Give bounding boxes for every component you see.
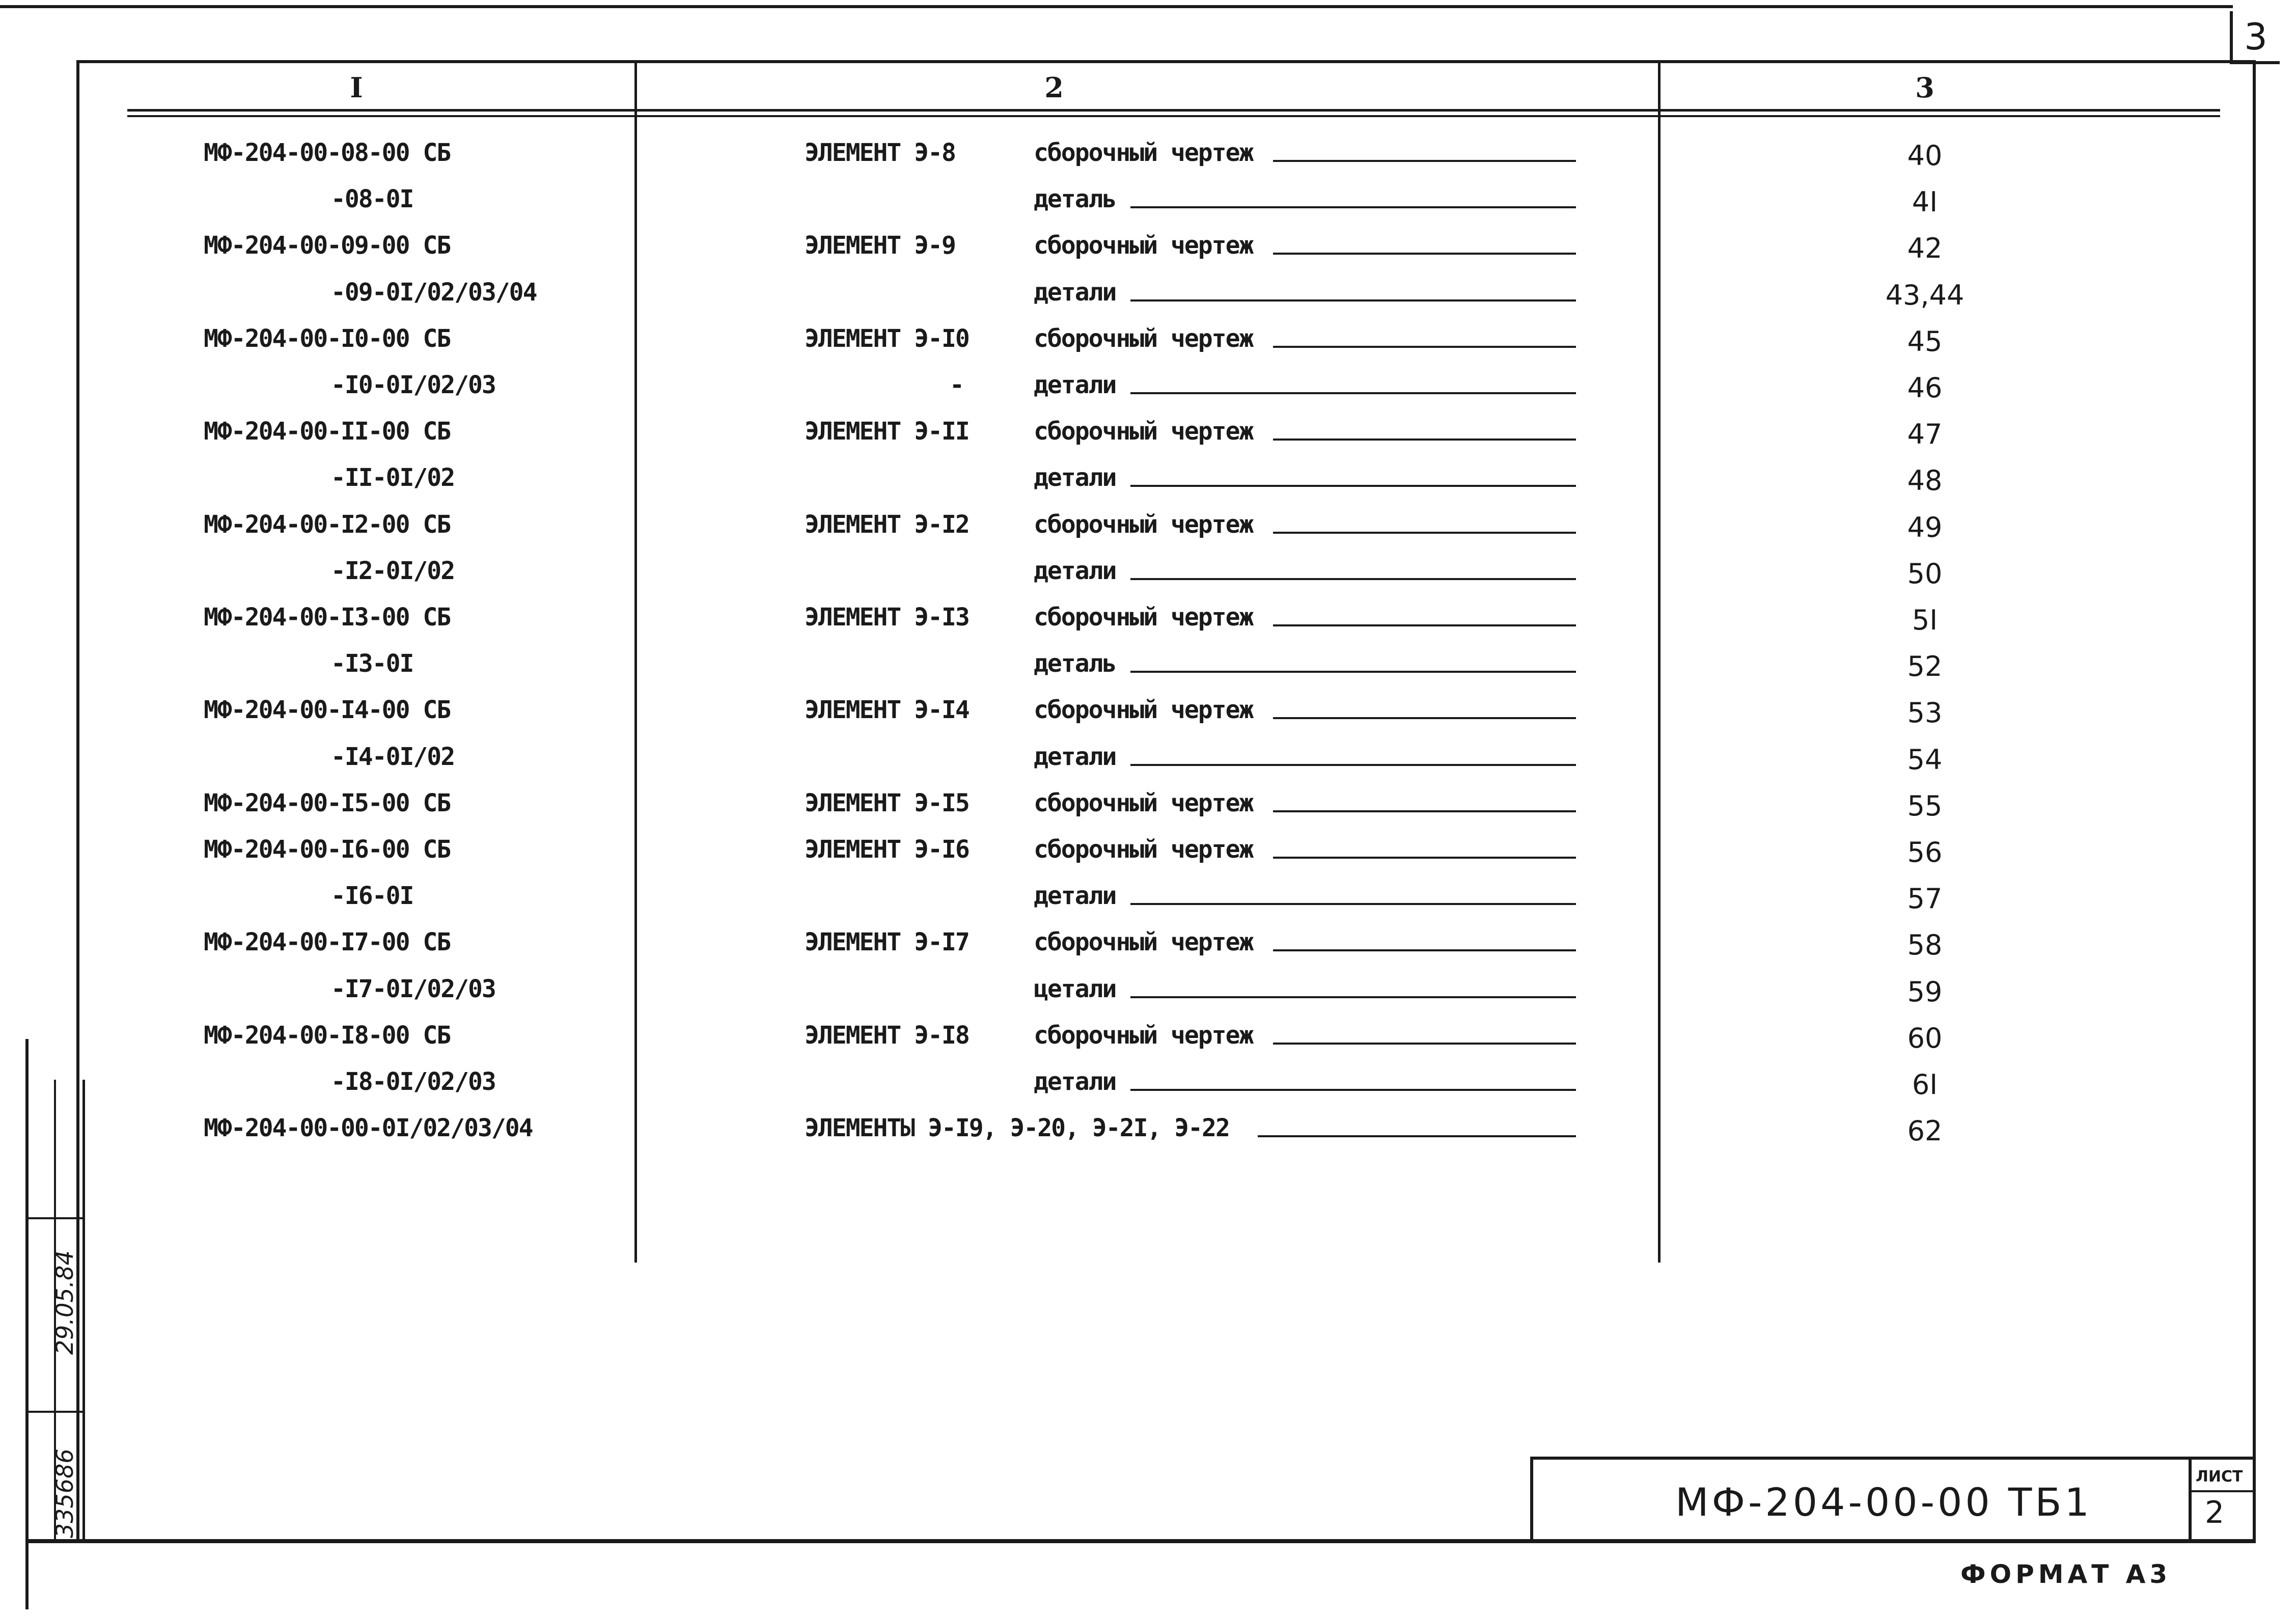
row-code: МФ-204-00-09-00 СБ [204, 231, 451, 260]
column-header-2: 2 [1044, 71, 1064, 104]
stamp-sheet-label: ЛИСТ [2196, 1468, 2243, 1486]
row-code: -I4-0I/02 [331, 743, 455, 771]
row-description: сборочный чертеж [1034, 510, 1253, 539]
row-code: МФ-204-00-I5-00 СБ [204, 789, 451, 817]
sidebar-cell-line-1 [25, 1217, 82, 1219]
row-sheet-number: 5I [1912, 604, 1938, 636]
corner-sheet-number: 3 [2244, 15, 2267, 58]
row-description: детали [1034, 557, 1116, 585]
frame-bottom-border [25, 1539, 2256, 1543]
row-element: ЭЛЕМЕНТ Э-I6 [805, 835, 969, 864]
row-description: сборочный чертеж [1034, 603, 1253, 632]
stamp-left-border [1530, 1457, 1533, 1541]
row-element: ЭЛЕМЕНТ Э-I2 [805, 510, 969, 539]
column-header-3: 3 [1915, 71, 1934, 104]
row-code: МФ-204-00-08-00 СБ [204, 139, 451, 167]
row-description: цетали [1034, 975, 1116, 1003]
stamp-top-border [1530, 1457, 2253, 1460]
row-code: -I2-0I/02 [331, 557, 455, 585]
row-code: -09-0I/02/03/04 [331, 278, 537, 307]
row-code: -I6-0I [331, 882, 413, 910]
row-description: детали [1034, 278, 1116, 307]
row-sheet-number: 46 [1907, 372, 1943, 404]
row-leader-line [1273, 439, 1576, 441]
row-leader-line [1273, 346, 1576, 348]
row-sheet-number: 53 [1907, 697, 1943, 729]
row-sheet-number: 54 [1907, 744, 1943, 776]
row-description: сборочный чертеж [1034, 1021, 1253, 1050]
row-leader-line [1130, 392, 1576, 394]
header-underline-2 [127, 115, 2220, 117]
row-description: сборочный чертеж [1034, 696, 1253, 724]
row-leader-line [1130, 671, 1576, 673]
row-description: сборочный чертеж [1034, 139, 1253, 167]
row-leader-line [1273, 624, 1576, 626]
row-leader-line [1130, 206, 1576, 208]
row-leader-line [1273, 160, 1576, 162]
row-leader-line [1258, 1135, 1576, 1137]
stamp-sheet-divider [2189, 1457, 2192, 1541]
row-leader-line [1130, 1089, 1576, 1091]
row-sheet-number: 49 [1907, 511, 1943, 543]
column-divider-2 [1658, 63, 1661, 1263]
row-code: МФ-204-00-I6-00 СБ [204, 835, 451, 864]
sidebar-cell-line-2 [25, 1411, 82, 1413]
stamp-sheet-number: 2 [2205, 1495, 2225, 1530]
row-element: ЭЛЕМЕНТЫ Э-I9, Э-20, Э-2I, Э-22 [805, 1114, 1229, 1142]
row-code: -I7-0I/02/03 [331, 975, 495, 1003]
row-leader-line [1273, 949, 1576, 951]
format-label: ФОРМАТ А3 [1960, 1559, 2172, 1589]
row-description: сборочный чертеж [1034, 789, 1253, 817]
row-sheet-number: 48 [1907, 464, 1943, 497]
row-sheet-number: 58 [1907, 929, 1943, 961]
top-border [0, 5, 2233, 8]
row-code: -I0-0I/02/03 [331, 371, 495, 399]
row-element: ЭЛЕМЕНТ Э-8 [805, 139, 955, 167]
row-code: МФ-204-00-I3-00 СБ [204, 603, 451, 632]
row-code: -08-0I [331, 185, 413, 213]
row-sheet-number: 40 [1907, 140, 1943, 172]
row-element: ЭЛЕМЕНТ Э-I7 [805, 928, 969, 956]
stamp-sheet-label-line [2189, 1490, 2253, 1492]
row-description: детали [1034, 743, 1116, 771]
row-sheet-number: 4I [1912, 186, 1938, 218]
row-element: ЭЛЕМЕНТ Э-I4 [805, 696, 969, 724]
row-code: МФ-204-00-I0-00 СБ [204, 324, 451, 353]
row-sheet-number: 45 [1907, 325, 1943, 358]
row-sheet-number: 60 [1907, 1022, 1943, 1054]
row-leader-line [1130, 764, 1576, 766]
row-code: -II-0I/02 [331, 463, 455, 492]
row-element: ЭЛЕМЕНТ Э-II [805, 417, 969, 446]
row-leader-line [1130, 299, 1576, 302]
sidebar-date: 29.05.84 [51, 1250, 78, 1355]
row-code: МФ-204-00-I4-00 СБ [204, 696, 451, 724]
row-description: деталь [1034, 649, 1116, 678]
row-leader-line [1273, 1043, 1576, 1045]
row-code: МФ-204-00-I8-00 СБ [204, 1021, 451, 1050]
row-leader-line [1273, 717, 1576, 719]
row-code: -I8-0I/02/03 [331, 1067, 495, 1096]
row-sheet-number: 6I [1912, 1069, 1938, 1101]
column-header-1: I [350, 71, 363, 104]
row-element: ЭЛЕМЕНТ Э-I8 [805, 1021, 969, 1050]
row-description: сборочный чертеж [1034, 231, 1253, 260]
row-sheet-number: 62 [1907, 1115, 1943, 1147]
sidebar-inventory-number: 335686 [51, 1448, 78, 1538]
row-description: деталь [1034, 185, 1116, 213]
row-leader-line [1130, 903, 1576, 905]
row-sheet-number: 55 [1907, 790, 1943, 822]
row-description: сборочный чертеж [1034, 928, 1253, 956]
row-leader-line [1273, 253, 1576, 255]
stamp-document-code: МФ-204-00-00 ТБ1 [1675, 1480, 2092, 1525]
row-sheet-number: 42 [1907, 232, 1943, 264]
row-sheet-number: 50 [1907, 558, 1943, 590]
row-sheet-number: 59 [1907, 976, 1943, 1008]
row-description: детали [1034, 371, 1116, 399]
row-code: МФ-204-00-II-00 СБ [204, 417, 451, 446]
row-leader-line [1130, 578, 1576, 580]
binding-strip-edge [25, 1039, 29, 1609]
row-code: МФ-204-00-I2-00 СБ [204, 510, 451, 539]
row-leader-line [1130, 485, 1576, 487]
row-description: детали [1034, 463, 1116, 492]
row-element: ЭЛЕМЕНТ Э-I3 [805, 603, 969, 632]
row-description: сборочный чертеж [1034, 417, 1253, 446]
row-code: МФ-204-00-00-0I/02/03/04 [204, 1114, 533, 1142]
row-leader-line [1273, 857, 1576, 859]
row-sheet-number: 57 [1907, 883, 1943, 915]
row-description: детали [1034, 882, 1116, 910]
frame-right-border [2253, 60, 2256, 1542]
row-leader-line [1273, 532, 1576, 534]
column-divider-1 [634, 63, 637, 1263]
row-element: ЭЛЕМЕНТ Э-9 [805, 231, 955, 260]
row-element: - [950, 371, 963, 399]
row-sheet-number: 43,44 [1885, 279, 1965, 311]
frame-top-border [76, 60, 2256, 63]
row-description: сборочный чертеж [1034, 835, 1253, 864]
row-element: ЭЛЕМЕНТ Э-I5 [805, 789, 969, 817]
row-code: -I3-0I [331, 649, 413, 678]
row-leader-line [1273, 810, 1576, 812]
row-code: МФ-204-00-I7-00 СБ [204, 928, 451, 956]
row-description: сборочный чертеж [1034, 324, 1253, 353]
row-sheet-number: 52 [1907, 650, 1943, 682]
row-sheet-number: 56 [1907, 836, 1943, 868]
row-element: ЭЛЕМЕНТ Э-I0 [805, 324, 969, 353]
row-sheet-number: 47 [1907, 418, 1943, 450]
sidebar-right-edge [82, 1080, 85, 1541]
row-leader-line [1130, 996, 1576, 998]
row-description: детали [1034, 1067, 1116, 1096]
header-underline-1 [127, 109, 2220, 112]
